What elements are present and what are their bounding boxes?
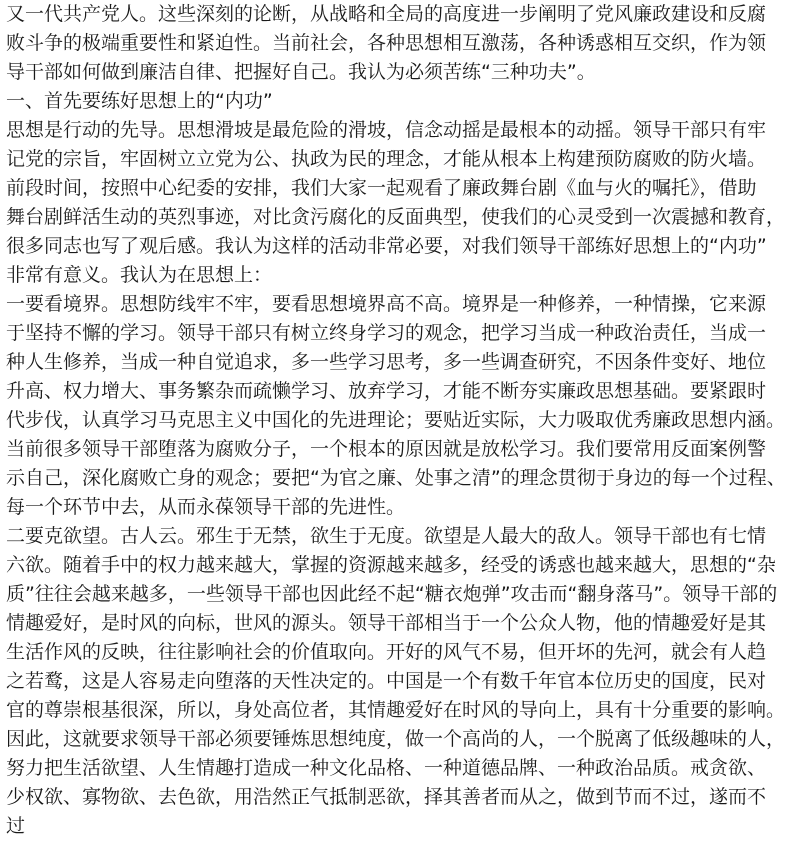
text-line-1: 又一代共产党人。这些深刻的论断，从战略和全局的高度进一步阐明了党风廉政建设和反腐: [6, 3, 767, 25]
text-line-21: 质”往往会越来越多，一些领导干部也因此经不起“糖衣炮弹”攻击而“翻身落马”。领导干部的: [6, 583, 778, 605]
text-line-3: 导干部如何做到廉洁自律、把握好自己。我认为必须苦练“三种功夫”。: [6, 61, 596, 83]
text-line-7: 前段时间，按照中心纪委的安排，我们大家一起观看了廉政舞台剧《血与火的嘱托》，借助: [6, 177, 757, 199]
text-line-2: 败斗争的极端重要性和紧迫性。当前社会，各种思想相互激荡，各种诱惑相互交织，作为领: [6, 32, 767, 54]
section-heading: 一、首先要练好思想上的“内功”: [6, 90, 273, 112]
text-line-24: 之若鹜，这是人容易走向堕落的天性决定的。中国是一个有数千年官本位历史的国度，民对: [6, 670, 767, 692]
text-line-16: 当前很多领导干部堕落为腐败分子，一个根本的原因就是放松学习。我们要常用反面案例警: [6, 438, 767, 460]
text-line-20: 六欲。随着手中的权力越来越大，掌握的资源越来越多，经受的诱惑也越来越大，思想的“杂: [6, 554, 776, 576]
text-line-9: 很多同志也写了观后感。我认为这样的活动非常必要，对我们领导干部练好思想上的“内功”: [6, 235, 767, 257]
text-line-15: 代步伐，认真学习马克思主义中国化的先进理论；要贴近实际，大力吸取优秀廉政思想内涵。: [6, 409, 786, 431]
text-line-26: 因此，这就要求领导干部必须要锤炼思想纯度，做一个高尚的人，一个脱离了低级趣味的人，: [6, 728, 786, 750]
text-line-27: 努力把生活欲望、人生情趣打造成一种文化品格、一种道德品牌、一种政治品质。戒贪欲、: [6, 757, 767, 779]
text-line-28: 少权欲、寡物欲、去色欲，用浩然正气抵制恶欲，择其善者而从之，做到节而不过，遂而不: [6, 786, 767, 808]
text-line-11: 一要看境界。思想防线牢不牢，要看思想境界高不高。境界是一种修养，一种情操，它来源: [6, 293, 767, 315]
text-line-14: 升高、权力增大、事务繁杂而疏懒学习、放弃学习，才能不断夯实廉政思想基础。要紧跟时: [6, 380, 767, 402]
text-line-12: 于坚持不懈的学习。领导干部只有树立终身学习的观念，把学习当成一种政治责任，当成一: [6, 322, 767, 344]
text-line-19: 二要克欲望。古人云。邪生于无禁，欲生于无度。欲望是人最大的敌人。领导干部也有七情: [6, 525, 767, 547]
text-line-8: 舞台剧鲜活生动的英烈事迹，对比贪污腐化的反面典型，使我们的心灵受到一次震撼和教育，: [6, 206, 786, 228]
text-line-25: 官的尊崇根基很深，所以，身处高位者，其情趣爱好在时风的导向上，具有十分重要的影响。: [6, 699, 786, 721]
text-line-23: 生活作风的反映，往往影响社会的价值取向。开好的风气不易，但开坏的先河，就会有人趋: [6, 641, 767, 663]
text-line-13: 种人生修养，当成一种自觉追求，多一些学习思考，多一些调查研究，不因条件变好、地位: [6, 351, 767, 373]
text-line-5: 思想是行动的先导。思想滑坡是最危险的滑坡，信念动摇是最根本的动摇。领导干部只有牢: [6, 119, 767, 141]
text-line-17: 示自己，深化腐败亡身的观念；要把“为官之廉、处事之清”的理念贯彻于身边的每一个过程、: [6, 467, 786, 489]
text-line-6: 记党的宗旨，牢固树立立党为公、执政为民的理念，才能从根本上构建预防腐败的防火墙。: [6, 148, 767, 170]
text-line-18: 每一个环节中去，从而永葆领导干部的先进性。: [6, 496, 406, 518]
text-line-10: 非常有意义。我认为在思想上：: [6, 264, 273, 286]
text-line-22: 情趣爱好，是时风的向标，世风的源头。领导干部相当于一个公众人物，他的情趣爱好是其: [6, 612, 767, 634]
text-line-29-cut: 过: [6, 815, 26, 837]
